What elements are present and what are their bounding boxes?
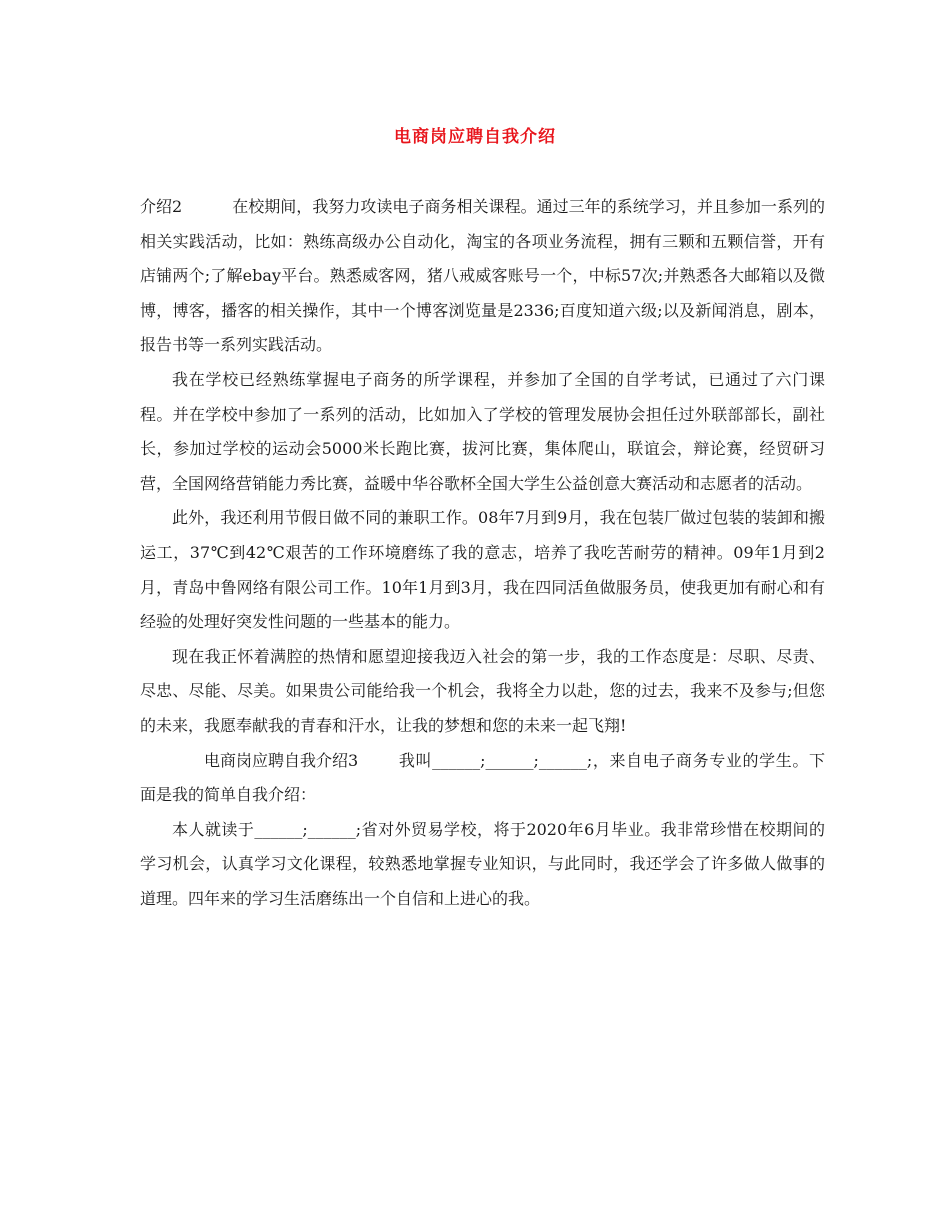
section-3-intro-paragraph [140, 744, 825, 813]
section-2-intro-paragraph [140, 190, 825, 363]
document-title: 电商岗应聘自我介绍 [394, 127, 556, 147]
section-2-first-paragraph-text: 在校期间，我努力攻读电子商务相关课程。通过三年的系统学习，并且参加一系列的相关实践活动，比如：熟练高级办公自动化，淘宝的各项业务流程，拥有三颗和五颗信誉，开有店铺两个;了解ebay平台。熟悉威客网，猪八戒威客账号一个，中标57次;并熟悉各大邮箱以及微博，博客，播客的相关操作，其中一个博客浏览量是2336;百度知道六级;以及新闻消息，剧本，报告书等一系列实践活动。 [140, 197, 825, 355]
section-3-first-paragraph-text: 我叫______;______;______;，来自电子商务专业的学生。下面是我的简单自我介绍： [140, 750, 825, 805]
section-2-label: 介绍2 [140, 197, 183, 216]
section-2-paragraph: 此外，我还利用节假日做不同的兼职工作。08年7月到9月，我在包装厂做过包装的装卸和搬运工，37℃到42℃艰苦的工作环境磨练了我的意志，培养了我吃苦耐劳的精神。09年1月到2月，青岛中鲁网络有限公司工作。10年1月到3月，我在四同活鱼做服务员，使我更加有耐心和有经验的处理好突发性问题的一些基本的能力。 [140, 508, 825, 632]
document-body [140, 190, 825, 916]
section-2-paragraph: 现在我正怀着满腔的热情和愿望迎接我迈入社会的第一步，我的工作态度是：尽职、尽责、尽忠、尽能、尽美。如果贵公司能给我一个机会，我将全力以赴，您的过去，我来不及参与;但您的未来，我愿奉献我的青春和汗水，让我的梦想和您的未来一起飞翔! [140, 646, 825, 735]
section-2-paragraph: 我在学校已经熟练掌握电子商务的所学课程，并参加了全国的自学考试，已通过了六门课程。并在学校中参加了一系列的活动，比如加入了学校的管理发展协会担任过外联部部长，副社长，参加过学校的运动会5000米长跑比赛，拔河比赛，集体爬山，联谊会，辩论赛，经贸研习营，全国网络营销能力秀比赛，益暖中华谷歌杯全国大学生公益创意大赛活动和志愿者的活动。 [140, 369, 825, 493]
section-3-label: 电商岗应聘自我介绍3 [204, 750, 359, 770]
section-3-paragraph: 本人就读于______;______;省对外贸易学校，将于2020年6月毕业。我非常珍惜在校期间的学习机会，认真学习文化课程，较熟悉地掌握专业知识，与此同时，我还学会了许多做人做事的道理。四年来的学习生活磨练出一个自信和上进心的我。 [140, 819, 825, 908]
